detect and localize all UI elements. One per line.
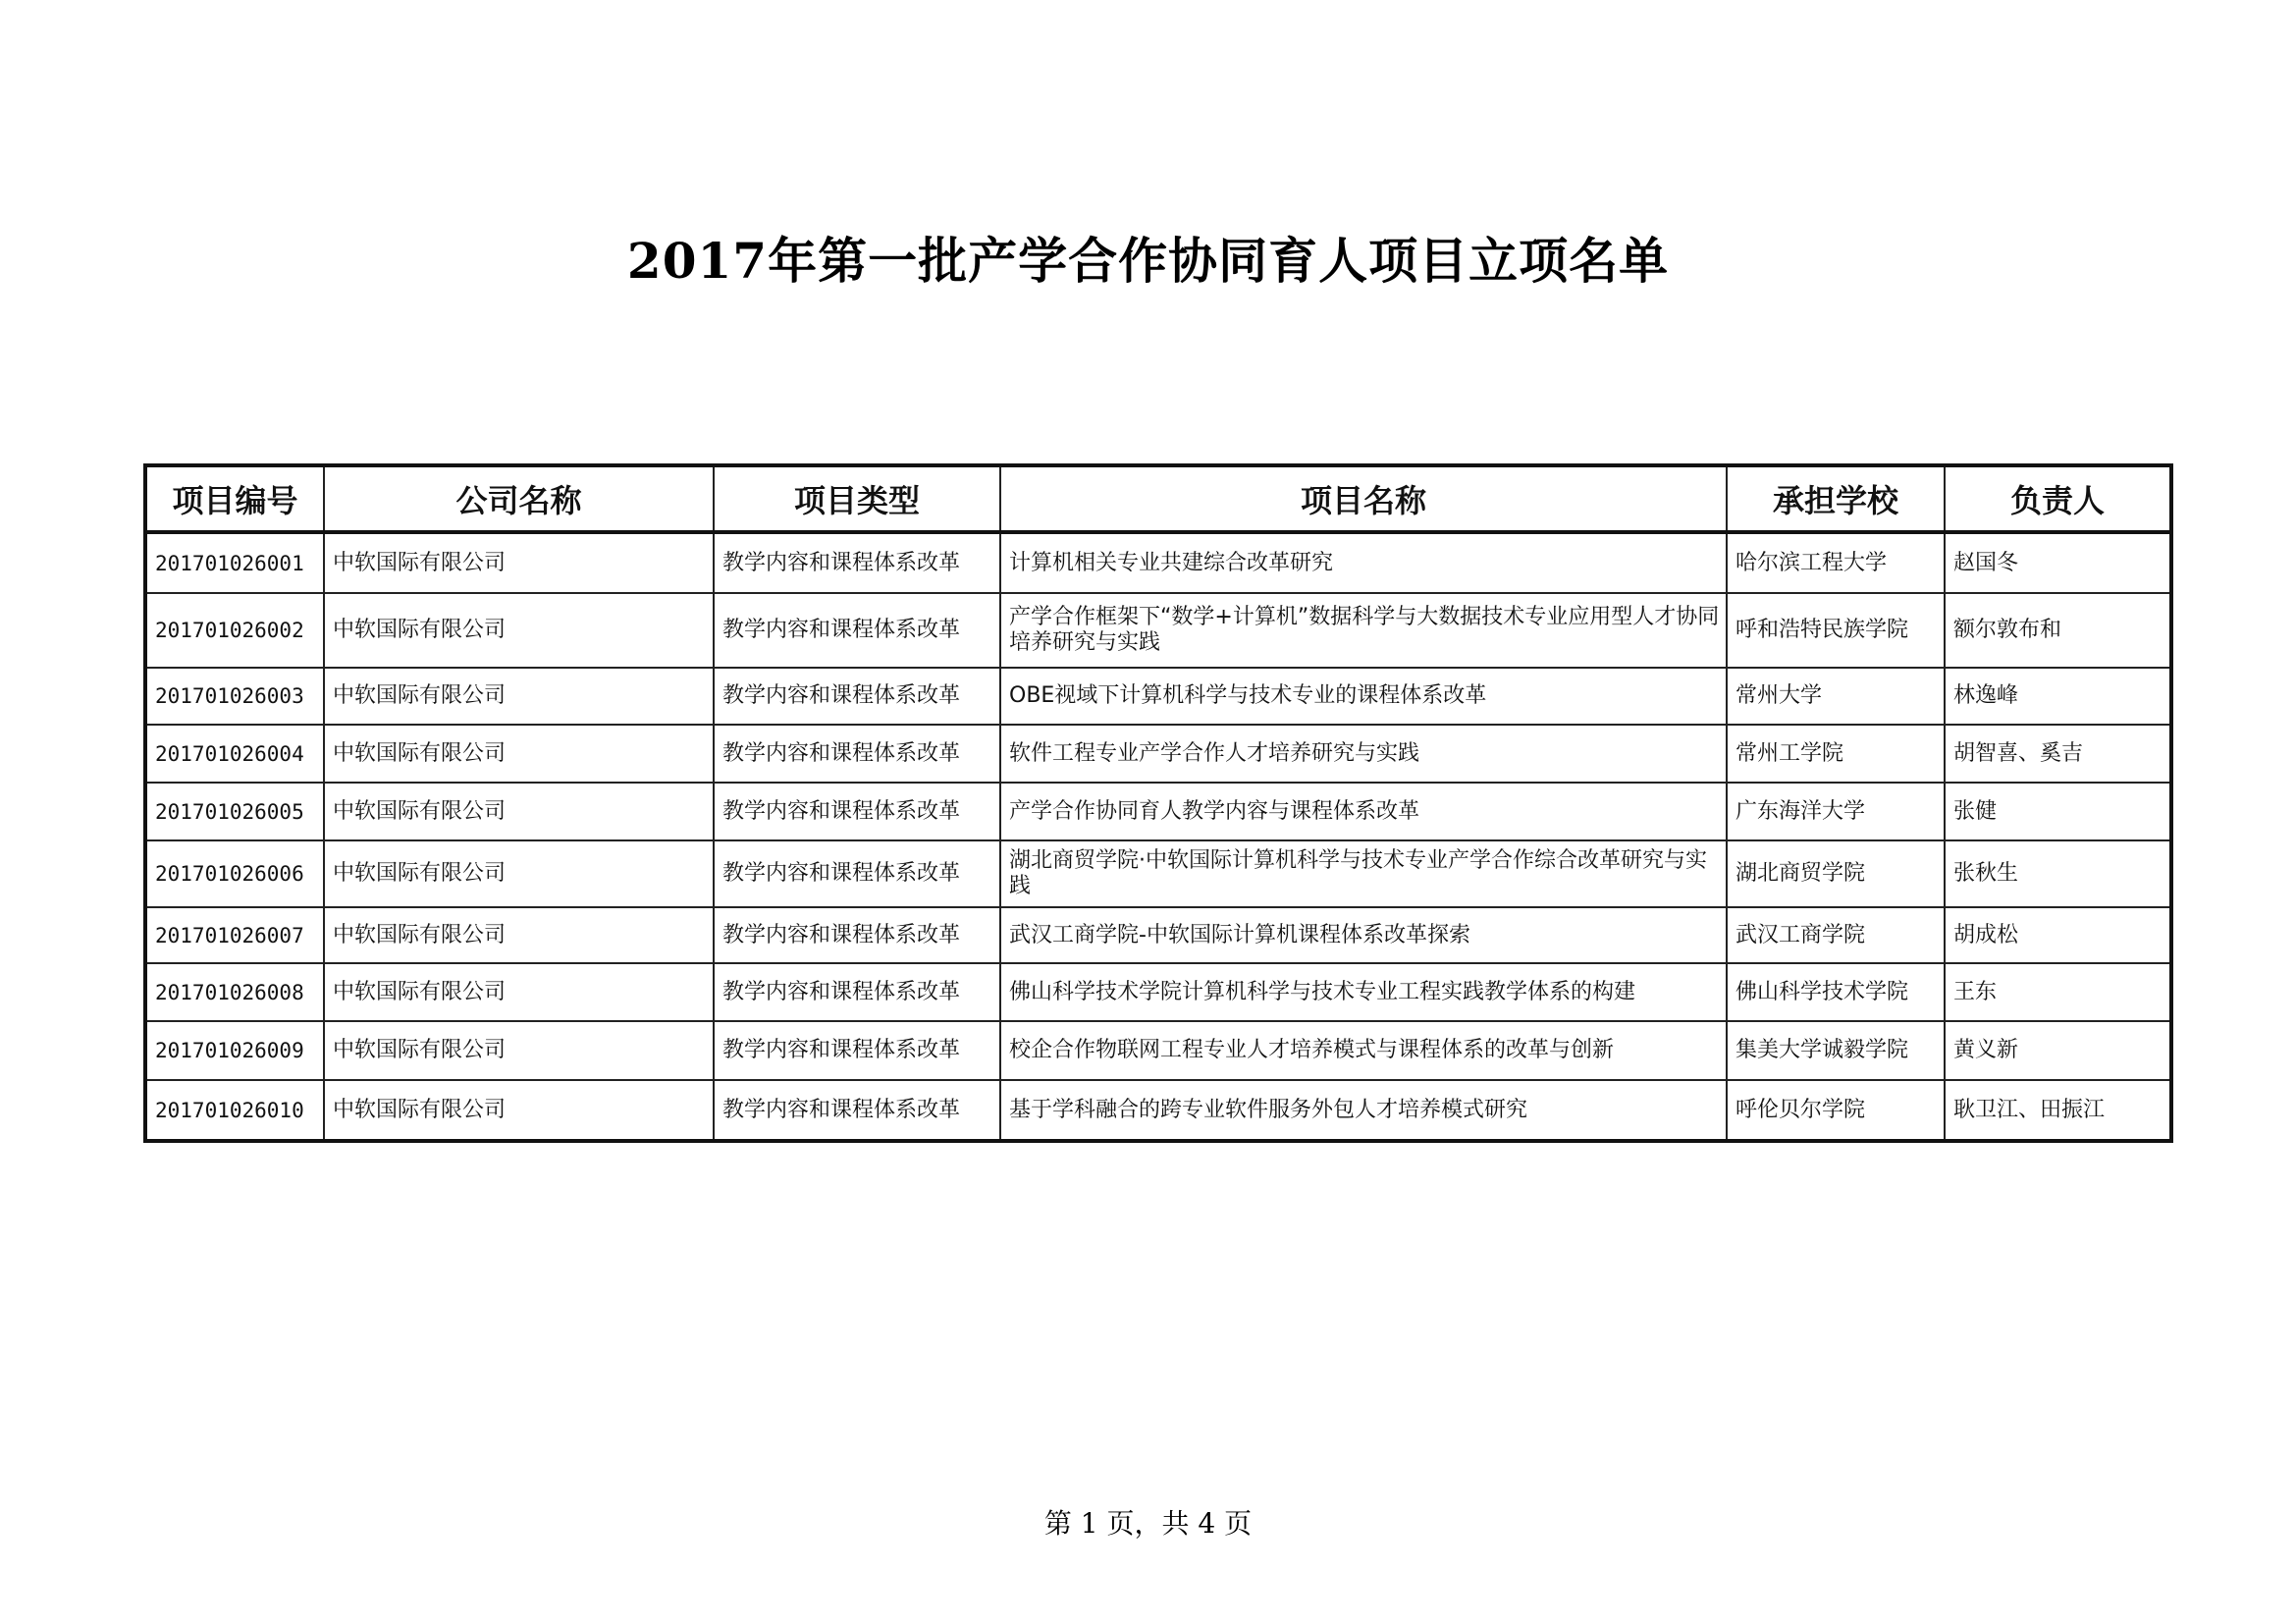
table-row: [145, 1080, 2171, 1141]
cell-project-name: 软件工程专业产学合作人才培养研究与实践: [1000, 725, 1727, 783]
cell-school: 呼和浩特民族学院: [1727, 593, 1945, 668]
cell-project-id: 201701026007: [145, 907, 324, 963]
cell-company-name: 中软国际有限公司: [324, 1021, 714, 1080]
cell-project-name: 湖北商贸学院·中软国际计算机科学与技术专业产学合作综合改革研究与实践: [1000, 840, 1727, 907]
cell-project-id: 201701026009: [145, 1021, 324, 1080]
cell-school: 常州大学: [1727, 668, 1945, 725]
header-project-type: 项目类型: [714, 465, 1000, 532]
table-row: [145, 593, 2171, 668]
cell-project-id: 201701026008: [145, 963, 324, 1021]
cell-leader: 额尔敦布和: [1945, 593, 2171, 668]
cell-project-id: 201701026001: [145, 532, 324, 593]
table-row: [145, 1021, 2171, 1080]
cell-company-name: 中软国际有限公司: [324, 532, 714, 593]
document-title: 2017年第一批产学合作协同育人项目立项名单: [626, 232, 1670, 290]
cell-project-type: 教学内容和课程体系改革: [714, 668, 1000, 725]
cell-school: 佛山科学技术学院: [1727, 963, 1945, 1021]
cell-project-type: 教学内容和课程体系改革: [714, 840, 1000, 907]
cell-leader: 耿卫江、田振江: [1945, 1080, 2171, 1141]
table-row: [145, 783, 2171, 840]
table-row: [145, 532, 2171, 593]
cell-project-id: 201701026006: [145, 840, 324, 907]
cell-leader: 胡智喜、奚吉: [1945, 725, 2171, 783]
cell-project-type: 教学内容和课程体系改革: [714, 532, 1000, 593]
cell-project-type: 教学内容和课程体系改革: [714, 1021, 1000, 1080]
cell-leader: 林逸峰: [1945, 668, 2171, 725]
cell-project-name: 佛山科学技术学院计算机科学与技术专业工程实践教学体系的构建: [1000, 963, 1727, 1021]
cell-leader: 黄义新: [1945, 1021, 2171, 1080]
cell-company-name: 中软国际有限公司: [324, 1080, 714, 1141]
cell-project-name: 产学合作协同育人教学内容与课程体系改革: [1000, 783, 1727, 840]
cell-leader: 胡成松: [1945, 907, 2171, 963]
cell-project-type: 教学内容和课程体系改革: [714, 725, 1000, 783]
cell-school: 集美大学诚毅学院: [1727, 1021, 1945, 1080]
cell-company-name: 中软国际有限公司: [324, 725, 714, 783]
table-header-row: [145, 465, 2171, 532]
project-table: [143, 463, 2173, 1143]
table-row: [145, 725, 2171, 783]
cell-project-name: OBE视域下计算机科学与技术专业的课程体系改革: [1000, 668, 1727, 725]
cell-project-id: 201701026004: [145, 725, 324, 783]
table-row: [145, 963, 2171, 1021]
cell-project-type: 教学内容和课程体系改革: [714, 963, 1000, 1021]
cell-project-id: 201701026002: [145, 593, 324, 668]
cell-school: 广东海洋大学: [1727, 783, 1945, 840]
cell-leader: 张秋生: [1945, 840, 2171, 907]
cell-company-name: 中软国际有限公司: [324, 907, 714, 963]
cell-project-name: 校企合作物联网工程专业人才培养模式与课程体系的改革与创新: [1000, 1021, 1727, 1080]
cell-company-name: 中软国际有限公司: [324, 963, 714, 1021]
cell-leader: 赵国冬: [1945, 532, 2171, 593]
cell-project-id: 201701026005: [145, 783, 324, 840]
cell-project-type: 教学内容和课程体系改革: [714, 907, 1000, 963]
cell-school: 湖北商贸学院: [1727, 840, 1945, 907]
cell-leader: 张健: [1945, 783, 2171, 840]
cell-project-type: 教学内容和课程体系改革: [714, 1080, 1000, 1141]
table-row: [145, 907, 2171, 963]
header-school: 承担学校: [1727, 465, 1945, 532]
cell-leader: 王东: [1945, 963, 2171, 1021]
cell-school: 呼伦贝尔学院: [1727, 1080, 1945, 1141]
cell-company-name: 中软国际有限公司: [324, 668, 714, 725]
table-row: [145, 840, 2171, 907]
header-project-id: 项目编号: [145, 465, 324, 532]
cell-project-name: 产学合作框架下“数学+计算机”数据科学与大数据技术专业应用型人才协同培养研究与实践: [1000, 593, 1727, 668]
cell-school: 武汉工商学院: [1727, 907, 1945, 963]
cell-company-name: 中软国际有限公司: [324, 593, 714, 668]
cell-school: 常州工学院: [1727, 725, 1945, 783]
header-leader: 负责人: [1945, 465, 2171, 532]
cell-project-name: 计算机相关专业共建综合改革研究: [1000, 532, 1727, 593]
cell-company-name: 中软国际有限公司: [324, 840, 714, 907]
cell-project-name: 基于学科融合的跨专业软件服务外包人才培养模式研究: [1000, 1080, 1727, 1141]
cell-school: 哈尔滨工程大学: [1727, 532, 1945, 593]
header-company-name: 公司名称: [324, 465, 714, 532]
cell-company-name: 中软国际有限公司: [324, 783, 714, 840]
page-footer: 第 1 页，共 4 页: [1043, 1507, 1253, 1540]
table-row: [145, 668, 2171, 725]
cell-project-id: 201701026003: [145, 668, 324, 725]
cell-project-id: 201701026010: [145, 1080, 324, 1141]
cell-project-type: 教学内容和课程体系改革: [714, 783, 1000, 840]
cell-project-name: 武汉工商学院-中软国际计算机课程体系改革探索: [1000, 907, 1727, 963]
header-project-name: 项目名称: [1000, 465, 1727, 532]
cell-project-type: 教学内容和课程体系改革: [714, 593, 1000, 668]
